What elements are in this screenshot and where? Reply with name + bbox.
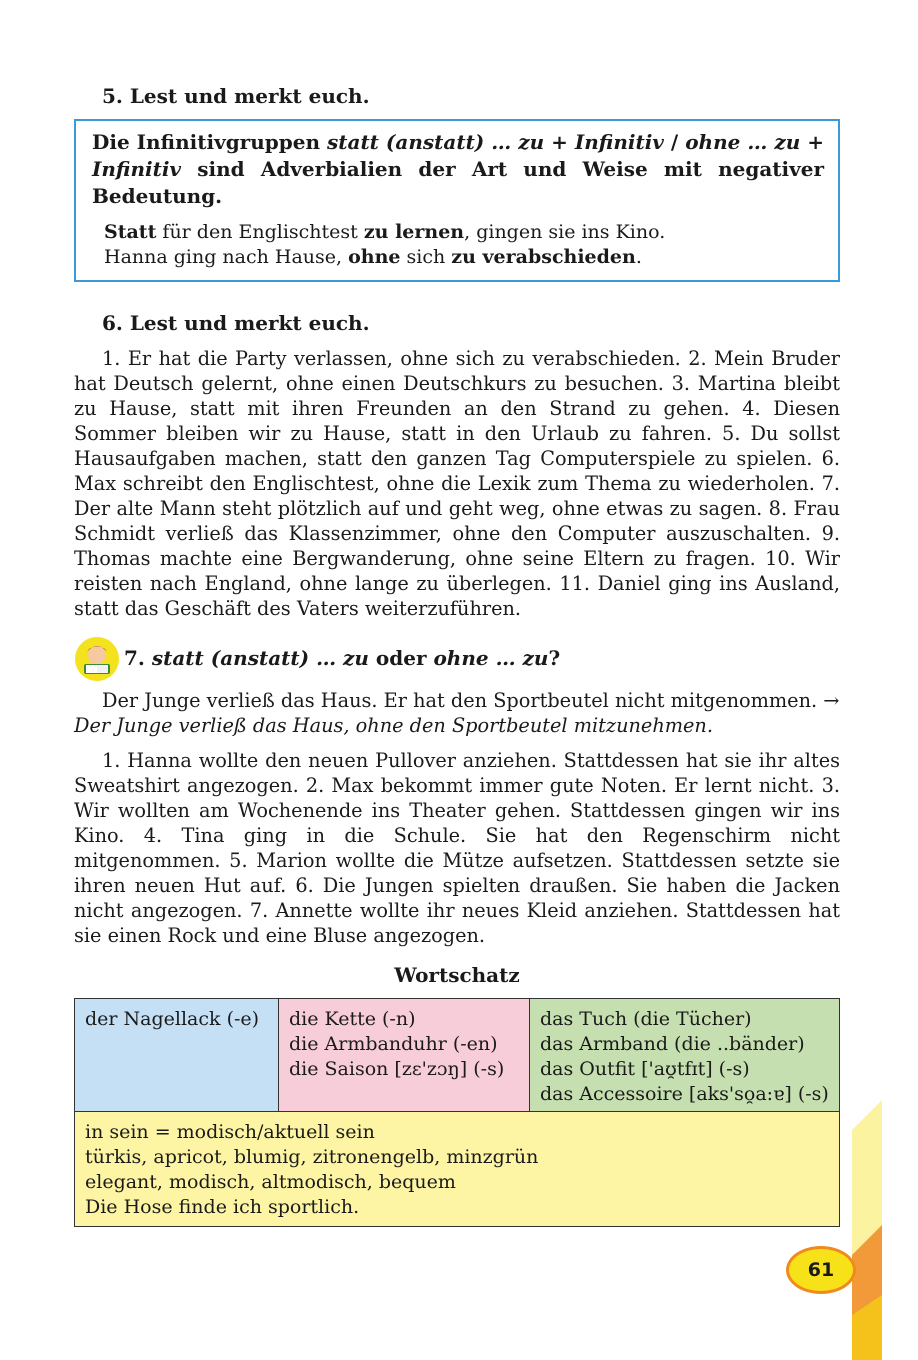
- vocab-cell-pink: [279, 999, 530, 1112]
- vocab-word: das Accessoire [aks'so̯a:ɐ] (-s): [540, 1083, 829, 1105]
- page-number: 61: [807, 1259, 835, 1281]
- vocab-line: in sein = modisch/aktuell sein: [85, 1121, 375, 1143]
- vocab-line: elegant, modisch, altmodisch, bequem: [85, 1171, 456, 1193]
- vocab-word: der Nagellack (-e): [85, 1008, 260, 1030]
- task7-example-answer: Der Junge verließ das Haus, ohne den Sportbeutel mitzunehmen.: [74, 714, 713, 737]
- vocab-word: die Armbanduhr (-en): [289, 1033, 498, 1055]
- task7-example: [74, 688, 840, 738]
- task7-title-row: [74, 636, 840, 682]
- vocab-word: das Armband (die ..bänder): [540, 1033, 805, 1055]
- vocab-line: Die Hose finde ich sportlich.: [85, 1196, 360, 1218]
- page-edge-decoration: [852, 1100, 882, 1360]
- task7-heading: 7. statt (anstatt) … zu oder ohne … zu?: [124, 646, 561, 670]
- vocab-word: das Tuch (die Tücher): [540, 1008, 752, 1030]
- grammar-rule-box: [74, 119, 840, 282]
- task7-text: 1. Hanna wollte den neuen Pullover anziehen. Stattdessen hat sie ihr altes Sweatshirt angezogen. 2. Max bekommt immer gute Noten. Er lernt nicht. 3. Wir wollten am Wochenende ins Theater gehen. Stattdessen gingen wir ins Kino. 4. Tina ging in die Schule. Sie hat den Regenschirm nicht mitgenommen. 5. Marion wollte die Mütze aufsetzen. Stattdessen setzte sie ihren neuen Hut auf. 6. Die Jungen spielten draußen. Sie haben die Jacken nicht angezogen. 7. Annette wollte ihr neues Kleid anziehen. Stattdessen hat sie einen Rock und eine Bluse angezogen.: [74, 749, 840, 947]
- wortschatz-title: Wortschatz: [394, 963, 520, 987]
- grammar-rule-text: Die Infinitivgruppen statt (anstatt) … zu + Infinitiv / ohne … zu + Infinitiv sind Adverbialien der Art und Weise mit negativer Bedeutung.: [92, 130, 824, 208]
- vocab-cell-yellow: [75, 1112, 840, 1227]
- task7-example-sentence: Der Junge verließ das Haus. Er hat den Sportbeutel nicht mitgenommen. →: [102, 689, 840, 712]
- vocab-word: das Outfit ['aʊ̯tfɪt] (-s): [540, 1058, 750, 1080]
- task6-text: 1. Er hat die Party verlassen, ohne sich zu verabschieden. 2. Mein Bruder hat Deutsch gelernt, ohne einen Deutschkurs zu besuchen. 3. Martina bleibt zu Hause, statt mit ihren Freunden an den Strand zu gehen. 4. Diesen Sommer bleiben wir zu Hause, statt in den Urlaub zu fahren. 5. Du sollst Hausaufgaben machen, statt den ganzen Tag Computerspiele zu spielen. 6. Max schreibt den Englischtest, ohne die Lexik zum Thema zu wiederholen. 7. Der alte Mann steht plötzlich auf und geht weg, ohne etwas zu sagen. 8. Frau Schmidt verließ das Klassenzimmer, ohne den Computer auszuschalten. 9. Thomas machte eine Bergwanderung, ohne seine Eltern zu fragen. 10. Wir reisten nach England, ohne lange zu überlegen. 11. Daniel ging ins Ausland, statt das Geschäft des Vaters weiterzuführen.: [74, 347, 840, 620]
- grammar-examples: [104, 220, 824, 270]
- reading-boy-icon: [74, 636, 120, 682]
- grammar-example-1: Statt für den Englischtest zu lernen, gingen sie ins Kino.: [104, 221, 666, 243]
- task6-heading: 6. Lest und merkt euch.: [102, 311, 370, 335]
- wortschatz-table: [74, 998, 840, 1227]
- vocab-cell-green: [530, 999, 840, 1112]
- page-number-badge: [786, 1246, 856, 1294]
- task5-heading: 5. Lest und merkt euch.: [102, 84, 370, 108]
- vocab-cell-blue: [75, 999, 279, 1112]
- grammar-example-2: Hanna ging nach Hause, ohne sich zu verabschieden.: [104, 246, 642, 268]
- vocab-word: die Saison [zɛ'zɔŋ] (-s): [289, 1058, 505, 1080]
- vocab-line: türkis, apricot, blumig, zitronengelb, minzgrün: [85, 1146, 539, 1168]
- vocab-word: die Kette (-n): [289, 1008, 416, 1030]
